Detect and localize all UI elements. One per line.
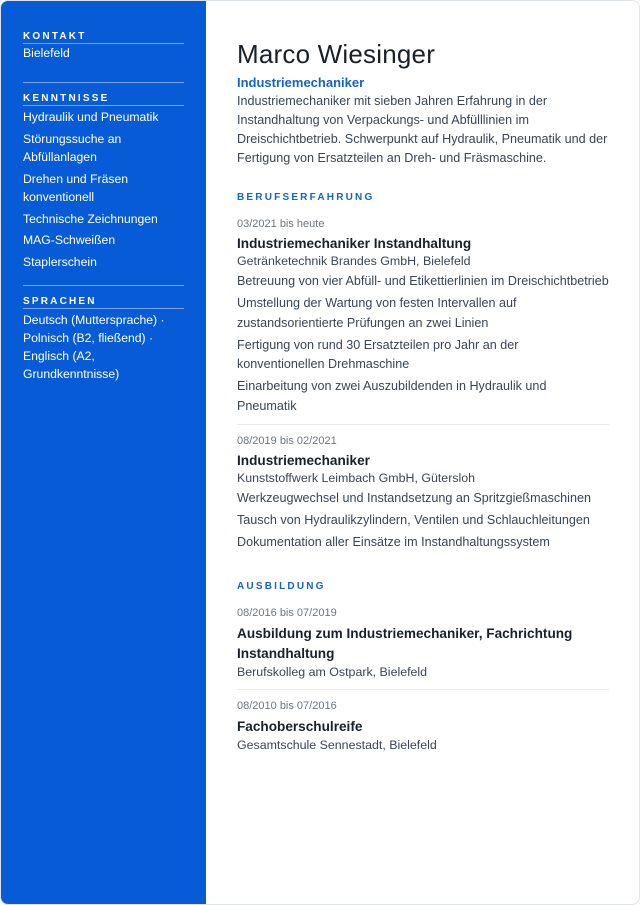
job-dates: 08/2019 bis 02/2021 xyxy=(237,435,337,447)
education-institution: Gesamtschule Sennestadt, Bielefeld xyxy=(237,737,437,752)
experience-section xyxy=(237,192,609,553)
job-bullet: Tausch von Hydraulikzylindern, Ventilen und Schlauchleitungen xyxy=(237,513,590,527)
job-dates: 03/2021 bis heute xyxy=(237,218,325,230)
job-bullet: Betreuung von vier Abfüll- und Etikettierlinien im Dreischichtbetrieb xyxy=(237,274,609,288)
experience-heading: BERUFSERFAHRUNG xyxy=(237,192,375,203)
skills-divider xyxy=(23,285,184,286)
skill-item: Störungssuche an Abfüllanlagen xyxy=(23,131,122,164)
job-entry xyxy=(237,434,609,553)
skills-section xyxy=(23,93,184,286)
education-title: Ausbildung zum Industriemechaniker, Fachrichtung Instandhaltung xyxy=(237,625,573,661)
job-bullet: Fertigung von rund 30 Ersatzteilen pro Jahr an der konventionellen Drehmaschine xyxy=(237,337,519,371)
contact-city: Bielefeld xyxy=(23,46,70,60)
skill-item: Hydraulik und Pneumatik xyxy=(23,110,159,124)
candidate-name: Marco Wiesinger xyxy=(237,39,436,69)
skill-item: Staplerschein xyxy=(23,254,97,269)
job-bullets xyxy=(237,489,609,553)
entry-divider xyxy=(237,689,609,690)
education-dates: 08/2010 bis 07/2016 xyxy=(237,699,337,712)
education-institution: Berufskolleg am Ostpark, Bielefeld xyxy=(237,664,428,679)
job-bullets xyxy=(237,272,609,416)
contact-heading: KONTAKT xyxy=(23,31,184,44)
skill-item: Technische Zeichnungen xyxy=(23,211,158,226)
skill-item: MAG-Schweißen xyxy=(23,233,116,247)
education-entry xyxy=(237,699,609,754)
contact-divider xyxy=(23,82,184,83)
job-title: Industriemechaniker Instandhaltung xyxy=(237,236,472,251)
job-employer: Kunststoffwerk Leimbach GmbH, Gütersloh xyxy=(237,471,476,485)
sidebar xyxy=(1,1,206,905)
education-section xyxy=(237,581,609,754)
job-employer: Getränketechnik Brandes GmbH, Bielefeld xyxy=(237,254,471,268)
education-entry xyxy=(237,606,609,681)
contact-section xyxy=(23,31,184,83)
education-dates: 08/2016 bis 07/2019 xyxy=(237,606,337,619)
job-bullet: Werkzeugwechsel und Instandsetzung an Spritzgießmaschinen xyxy=(237,491,591,505)
skill-item: Drehen und Fräsen konventionell xyxy=(23,171,129,204)
language-item: Englisch (A2, Grundkenntnisse) xyxy=(23,349,120,381)
main-content xyxy=(237,39,609,754)
job-bullet: Einarbeitung von zwei Auszubildenden in Hydraulik und Pneumatik xyxy=(237,379,547,413)
candidate-role: Industriemechaniker xyxy=(237,75,365,90)
profile-summary: Industriemechaniker mit sieben Jahren Erfahrung in der Instandhaltung von Verpackungs- und Abfülllinien im Dreischichtbetrieb. Schwerpunkt auf Hydraulik, Pneumatik und der Fertigung von Ersatzteilen an Dreh- und Fräsmaschine. xyxy=(237,94,608,165)
job-bullet: Dokumentation aller Einsätze im Instandhaltungssystem xyxy=(237,535,550,549)
entry-divider xyxy=(237,424,609,425)
education-title: Fachoberschulreife xyxy=(237,718,363,734)
job-title: Industriemechaniker xyxy=(237,453,370,468)
languages-section xyxy=(23,296,184,383)
language-item: Polnisch (B2, fließend) · xyxy=(23,331,154,345)
job-entry xyxy=(237,217,609,416)
languages-heading: SPRACHEN xyxy=(23,296,184,309)
languages-list xyxy=(23,311,184,383)
education-heading: AUSBILDUNG xyxy=(237,580,326,592)
skills-list xyxy=(23,108,184,271)
skills-heading: KENNTNISSE xyxy=(23,93,184,106)
language-item: Deutsch (Muttersprache) · xyxy=(23,313,165,327)
job-bullet: Umstellung der Wartung von festen Intervallen auf zustandsorientierte Prüfungen an zwei Linien xyxy=(237,296,517,330)
